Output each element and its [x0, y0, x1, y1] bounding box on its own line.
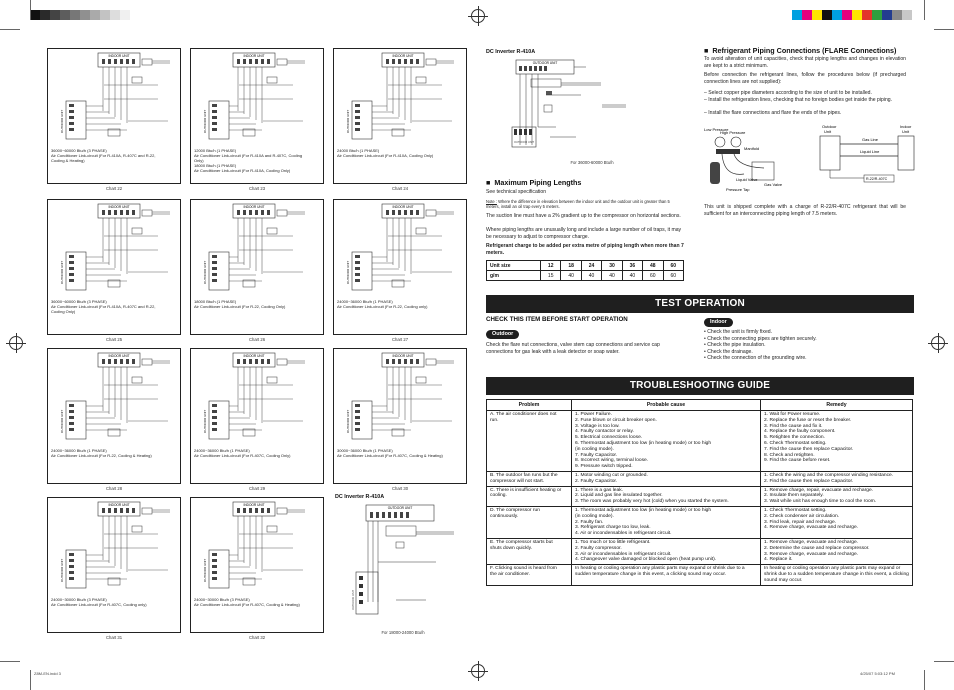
troubleshooting-row: [487, 411, 913, 472]
chart-caption: 36000~60000 Btu/h (3 PHASE) Air Conditioner Link-circuit (For R-410A, R-407C and R-22, Cooling Only): [51, 299, 156, 314]
wiring-diagram-svg: [334, 200, 466, 298]
indoor-unit-label: INDOOR UNIT: [392, 205, 414, 209]
wiring-diagram-svg: [48, 498, 180, 596]
unit-size-cell: 60: [663, 261, 683, 271]
indoor-unit-label: INDOOR UNIT: [108, 354, 130, 358]
flare-p2: Before connection the refrigerant lines, follow the procedures below (if precharged connection lines are not supplied):: [704, 72, 906, 85]
svg-text:OUTDOOR UNIT: OUTDOOR UNIT: [532, 61, 558, 65]
troubleshooting-header-row: [487, 400, 913, 411]
color-swatch: [822, 10, 832, 20]
outdoor-unit-label: OUTDOOR UNIT: [60, 260, 64, 284]
file-footer: Z8M-EN.indd 3: [34, 671, 61, 676]
dc-inverter-heading-top: DC Inverter R-410A: [486, 49, 536, 55]
color-strip: [792, 10, 912, 20]
wiring-chart-c25: [47, 199, 181, 335]
chart-title: Chart 30: [391, 486, 409, 491]
chart-caption: 24000~36000 Btu/h (1 PHASE) Air Conditioner Link-circuit (For R-22, Cooling & Heating): [51, 448, 152, 458]
chart-title: Chart 25: [105, 337, 123, 342]
color-swatch: [70, 10, 80, 20]
unit-size-cell: 18: [561, 261, 581, 271]
liquid-valve-label: Liquid Valve: [736, 177, 758, 182]
registration-mark-icon: [471, 9, 485, 23]
note-text: Where the difference in elevation between the indoor unit and the outdoor unit is greater than 5 meters, install an oil trap every 5 meters.: [486, 199, 670, 209]
indoor-unit-label: INDOOR UNIT: [243, 54, 265, 58]
test-operation-bar: TEST OPERATION: [486, 295, 914, 313]
trouble-problem-cell: E. The compressor starts but shuts down quickly.: [487, 538, 572, 564]
wiring-diagram-svg: [48, 49, 180, 147]
flare-b3: – Install the flare connections and flare the ends of the pipes.: [704, 110, 842, 116]
unit-size-cell: 30: [602, 261, 622, 271]
outdoor-pill: Outdoor: [486, 330, 519, 339]
troubleshooting-row: [487, 565, 913, 585]
trouble-cause-cell: 1. There is a gas leak. 2. Liquid and gas line insulated together. 3. The room was probably very hot (cold) when you started the system.: [572, 486, 761, 506]
refrigerant-charge-table: [486, 260, 684, 281]
check-before-start: CHECK THIS ITEM BEFORE START OPERATION: [486, 316, 628, 323]
wiring-chart-c31: [47, 497, 181, 633]
manifold-icon: [716, 149, 740, 154]
trim-mark: [30, 0, 31, 20]
outdoor-unit-label: OUTDOOR UNIT: [346, 109, 350, 133]
wiring-chart-c26: [190, 199, 324, 335]
gm-cell: 40: [581, 271, 601, 281]
unit-size-cell: 24: [581, 261, 601, 271]
timestamp-footer: 4/25/07 5:03:12 PM: [860, 671, 895, 676]
dc-inverter-diagram-bottom: [336, 502, 470, 626]
chart-title: Chart 23: [248, 186, 266, 191]
color-swatch: [60, 10, 70, 20]
gm-cell: 60: [643, 271, 663, 281]
unit-size-cell: 48: [643, 261, 663, 271]
flare-heading-text: Refrigerant Piping Connections (FLARE Connections): [712, 46, 897, 55]
trim-mark: [0, 29, 20, 30]
dc-top-wiring-svg: [486, 57, 672, 155]
flare-diagram-svg: [704, 122, 918, 196]
trouble-remedy-cell: 1. Check the wiring and the compressor winding resistance. 2. Find the cause then replace Capacitor.: [761, 471, 913, 486]
flare-b1: – Select copper pipe diameters according to the size of unit to be installed.: [704, 90, 872, 96]
indoor-unit-box: [898, 136, 914, 170]
trouble-cause-cell: In heating or cooling operation any plastic parts may expand or shrink due to a sudden temperature change in this event, a clicking sound may occur.: [572, 565, 761, 585]
color-swatch: [50, 10, 60, 20]
indoor-unit-label: INDOOR UNIT: [243, 354, 265, 358]
trouble-cause-cell: 1. Thermostat adjustment too low (in heating mode) or too high (in cooling mode). 2. Faulty fan. 3. Refrigerant charge too low, leak. 4. Air or incondensables in refrigerant circuit.: [572, 506, 761, 538]
chart-title: Chart 22: [105, 186, 123, 191]
trouble-problem-cell: D. The compressor run continuously.: [487, 506, 572, 538]
chart-title: Chart 32: [248, 635, 266, 640]
chart-title: Chart 29: [248, 486, 266, 491]
registration-mark-icon: [471, 664, 485, 678]
troubleshooting-row: [487, 471, 913, 486]
trouble-remedy-cell: 1. Remove charge, evacuate and recharge. 2. Determine the cause and replace compressor. 3. Remove charge, evacuate and recharge. 4. Replace it.: [761, 538, 913, 564]
color-swatch: [882, 10, 892, 20]
outdoor-unit-label: OUTDOOR UNIT: [203, 558, 207, 582]
flare-heading: ■ Refrigerant Piping Connections (FLARE Connections): [704, 46, 897, 55]
color-swatch: [812, 10, 822, 20]
indoor-unit-label: INDOOR UNIT: [108, 205, 130, 209]
wiring-chart-c30: [333, 348, 467, 484]
outdoor-unit-box: [820, 136, 840, 170]
troubleshooting-row: [487, 506, 913, 538]
trim-mark: [934, 661, 954, 662]
trouble-remedy-cell: 1. Remove charge, repair, evacuate and recharge. 2. Insulate them separately. 3. Wait while unit has enough time to cool the room.: [761, 486, 913, 506]
outdoor-check-text: Check the flare nut connections, valve stem cap connections and service cap connections for gas leak with a leak detector or soap water.: [486, 342, 660, 355]
troubleshooting-table: [486, 399, 913, 586]
shipped-charge-text: This unit is shipped complete with a charge of R-22/R-407C refrigerant that will be sufficient for an interconnecting piping length of 7.5 meters.: [704, 204, 906, 217]
wiring-chart-c22: [47, 48, 181, 184]
troubleshooting-row: [487, 538, 913, 564]
chart-caption: 18000 Btu/h (1 PHASE) Air Conditioner Link-circuit (For R-22, Cooling Only): [194, 299, 286, 309]
outdoor-unit-label: OUTDOOR UNIT: [346, 409, 350, 433]
high-gauge-icon: [731, 137, 741, 147]
flare-connection-diagram: [704, 122, 918, 196]
unit-size-row: [487, 261, 684, 271]
gm-cell: 40: [602, 271, 622, 281]
max-piping-para1: The suction line must have a 2% gradient up to the compressor on horizontal sections.: [486, 213, 681, 219]
outdoor-unit-label-2: Unit: [824, 129, 832, 134]
trouble-cause-cell: 1. Power Failure. 2. Fuse blown or circuit breaker open. 3. Voltage is too low. 4. Faulty contactor or relay. 5. Electrical connections loose. 6. Thermostat adjustment too low (in heating mode) or too high (in cooling mode). 7. Faulty Capacitor. 8. Incorrect wiring, terminal loose. 9. Pressure switch tripped.: [572, 411, 761, 472]
wiring-chart-c23: [190, 48, 324, 184]
color-swatch: [40, 10, 50, 20]
color-swatch: [792, 10, 802, 20]
wiring-chart-c29: [190, 348, 324, 484]
trouble-cause-cell: 1. Too much or too little refrigerant. 2. Faulty compressor. 3. Air or incondensables in refrigerant circuit. 4. Changeover valve damaged or blocked open (heat pump unit).: [572, 538, 761, 564]
indoor-unit-label-2: Unit: [902, 129, 910, 134]
unit-size-cell: 36: [622, 261, 642, 271]
header-remedy: Remedy: [761, 400, 913, 411]
indoor-unit-label: INDOOR UNIT: [392, 354, 414, 358]
header-problem: Problem: [487, 400, 572, 411]
chart-title: Chart 24: [391, 186, 409, 191]
refrigerant-charge-text: Refrigerant charge to be added per extra metre of piping length when more than 7 meters.: [486, 243, 684, 256]
low-gauge-icon: [715, 137, 725, 147]
trouble-problem-cell: C. There is insufficient heating or cooling.: [487, 486, 572, 506]
chart-title: Chart 28: [105, 486, 123, 491]
indoor-check-item: • Check the pipe insulation.: [704, 342, 766, 349]
color-swatch: [862, 10, 872, 20]
outdoor-unit-label: OUTDOOR UNIT: [346, 260, 350, 284]
dc-inverter-footer-bottom: For 18000-24000 Btu/h: [381, 630, 425, 635]
header-cause: Probable cause: [572, 400, 761, 411]
indoor-unit-label: INDOOR UNIT: [108, 54, 130, 58]
color-swatch: [100, 10, 110, 20]
dc-inverter-heading-bottom: DC Inverter R-410A: [335, 494, 385, 500]
chart-caption: 12000 Btu/h (1 PHASE) Air Conditioner Link-circuit (For R-410A and R-407C, Cooling Only) 18000 Btu/h (1 PHASE) Air Conditioner Link-circuit (For R-410A, Cooling Only): [194, 148, 303, 173]
max-piping-heading: ■ Maximum Piping Lengths: [486, 178, 582, 187]
chart-caption: 24000~36000 Btu/h (1 PHASE) Air Conditioner Link-circuit (For R-22, Cooling only): [337, 299, 428, 309]
trouble-problem-cell: B. The outdoor fan runs but the compressor will not start.: [487, 471, 572, 486]
gm-cell: 40: [622, 271, 642, 281]
chart-caption: 36000~60000 Btu/h (3 PHASE) Air Conditioner Link-circuit (For R-410A, R-407C and R-22, Cooling & Heating): [51, 148, 156, 163]
unit-size-cell: 12: [541, 261, 561, 271]
trouble-cause-cell: 1. Motor winding cut or grounded. 2. Faulty Capacitor.: [572, 471, 761, 486]
manifold-label: Manifold: [744, 146, 760, 151]
outdoor-unit-label: OUTDOOR UNIT: [60, 409, 64, 433]
wiring-diagram-svg: [334, 49, 466, 147]
dc-inverter-diagram-top: [486, 57, 672, 155]
gm-label: g/m: [487, 271, 541, 281]
chart-caption: 24000~30000 Btu/h (3 PHASE) Air Conditioner Link-circuit (For R-407C, Cooling & Heating): [194, 597, 300, 607]
gm-cell: 60: [663, 271, 683, 281]
troubleshooting-row: [487, 486, 913, 506]
wiring-diagram-svg: [191, 200, 323, 298]
wiring-diagram-svg: [191, 498, 323, 596]
dc-inverter-footer-top: For 36000-60000 Btu/h: [570, 160, 614, 165]
indoor-unit-label: INDOOR UNIT: [108, 503, 130, 507]
liquid-line-label: Liquid Line: [860, 149, 880, 154]
outdoor-unit-label: Outdoor: [822, 124, 837, 129]
max-piping-para2: Where piping lengths are unusually long and include a large number of oil traps, it may be necessary to adjust to compressor charge.: [486, 227, 682, 240]
flare-p1: To avoid alteration of unit capacities, check that piping lengths and changes in elevation are kept to a strict minimum.: [704, 56, 906, 69]
refrigerant-cylinder-icon: [710, 162, 720, 184]
color-swatch: [902, 10, 912, 20]
outdoor-unit-label: OUTDOOR UNIT: [60, 558, 64, 582]
chart-caption: 24000~36000 Btu/h (1 PHASE) Air Conditioner Link-circuit (For R-407C, Cooling Only): [194, 448, 291, 458]
color-swatch: [892, 10, 902, 20]
wiring-chart-c27: [333, 199, 467, 335]
max-piping-heading-text: Maximum Piping Lengths: [494, 178, 582, 187]
trim-mark: [924, 670, 925, 690]
gm-cell: 40: [561, 271, 581, 281]
chart-title: Chart 31: [105, 635, 123, 640]
registration-mark-icon: [9, 336, 23, 350]
color-swatch: [120, 10, 130, 20]
trouble-remedy-cell: 1. Check Thermostat setting. 2. Check condenser air circulation. 3. Find leak, repair and recharge. 4. Remove charge, evacuate and recharge.: [761, 506, 913, 538]
wiring-diagram-svg: [191, 349, 323, 447]
trim-mark: [30, 670, 31, 690]
chart-caption: 24000~30000 Btu/h (3 PHASE) Air Conditioner Link-circuit (For R-407C, Cooling only): [51, 597, 147, 607]
indoor-pill: Indoor: [704, 318, 733, 327]
registration-mark-icon: [931, 336, 945, 350]
indoor-unit-label: INDOOR UNIT: [392, 54, 414, 58]
trouble-problem-cell: F. Clicking sound is heard from the air conditioner.: [487, 565, 572, 585]
color-swatch: [30, 10, 40, 20]
color-swatch: [832, 10, 842, 20]
chart-caption: 30000~36000 Btu/h (1 PHASE) Air Conditioner Link-circuit (For R-407C, Cooling & Heating): [337, 448, 443, 458]
trim-mark: [934, 29, 954, 30]
wiring-chart-c28: [47, 348, 181, 484]
indoor-check-list: [704, 329, 817, 362]
trouble-remedy-cell: In heating or cooling operation any plastic parts may expand or shrink due to a sudden temperature change in this event, a clicking sound may occur.: [761, 565, 913, 585]
color-swatch: [802, 10, 812, 20]
color-swatch: [80, 10, 90, 20]
refrigerant-label: R-22/R-407C: [866, 177, 888, 181]
pressure-tap-label: Pressure Tap: [726, 187, 750, 192]
flare-b2: – Install the refrigeration lines, checking that no foreign bodies get inside the piping.: [704, 97, 893, 103]
high-pressure-label: High Pressure: [720, 130, 746, 135]
color-swatch: [110, 10, 120, 20]
outdoor-unit-label: OUTDOOR UNIT: [60, 109, 64, 133]
unit-size-label: Unit size: [487, 261, 541, 271]
wiring-diagram-svg: [334, 349, 466, 447]
dc-bottom-wiring-svg: [336, 502, 470, 626]
indoor-unit-label: Indoor: [900, 124, 912, 129]
indoor-check-item: • Check the connection of the grounding wire.: [704, 355, 807, 362]
trouble-problem-cell: A. The air conditioner does not run.: [487, 411, 572, 472]
gm-cell: 15: [541, 271, 561, 281]
trim-mark: [0, 661, 20, 662]
trouble-remedy-cell: 1. Wait for Power resume. 2. Replace the fuse or reset the breaker. 3. Find the cause and fix it. 4. Replace the faulty component. 5. Retighten the connection. 6. Check Thermostat setting. 7. Find the cause then replace Capacitor. 8. Check and retighten. 9. Find the cause before reset.: [761, 411, 913, 472]
trim-mark: [924, 0, 925, 20]
gm-row: [487, 271, 684, 281]
gas-line-label: Gas Line: [862, 137, 879, 142]
chart-title: Chart 26: [248, 337, 266, 342]
indoor-check-item: • Check the unit is firmly fixed.: [704, 329, 773, 335]
chart-title: Chart 27: [391, 337, 409, 342]
color-swatch: [852, 10, 862, 20]
wiring-chart-c24: [333, 48, 467, 184]
wiring-diagram-svg: [48, 349, 180, 447]
note-label: Note :: [486, 199, 497, 204]
grayscale-strip: [30, 10, 130, 20]
indoor-unit-label: INDOOR UNIT: [243, 503, 265, 507]
outdoor-unit-label: OUTDOOR UNIT: [203, 109, 207, 133]
indoor-unit-label: INDOOR UNIT: [243, 205, 265, 209]
svg-text:OUTDOOR UNIT: OUTDOOR UNIT: [514, 141, 535, 144]
wiring-diagram-svg: [191, 49, 323, 147]
color-swatch: [842, 10, 852, 20]
color-swatch: [872, 10, 882, 20]
svg-text:OUTDOOR UNIT: OUTDOOR UNIT: [352, 589, 355, 610]
troubleshooting-bar: TROUBLESHOOTING GUIDE: [486, 377, 914, 395]
svg-text:OUTDOOR UNIT: OUTDOOR UNIT: [387, 506, 413, 510]
outdoor-unit-label: OUTDOOR UNIT: [203, 260, 207, 284]
outdoor-unit-label: OUTDOOR UNIT: [203, 409, 207, 433]
color-swatch: [90, 10, 100, 20]
indoor-check-item: • Check the connecting pipes are tighten securely.: [704, 335, 817, 342]
max-piping-subtitle: See technical specification: [486, 189, 547, 195]
low-pressure-label: Low Pressure: [704, 127, 729, 132]
chart-caption: 24000 Btu/h (1 PHASE) Air Conditioner Link-circuit (For R-410A, Cooling Only): [337, 148, 434, 158]
max-piping-note: [486, 199, 684, 209]
gas-valve-label: Gas Valve: [764, 182, 783, 187]
wiring-diagram-svg: [48, 200, 180, 298]
indoor-check-item: • Check the drainage.: [704, 348, 753, 355]
wiring-chart-c32: [190, 497, 324, 633]
